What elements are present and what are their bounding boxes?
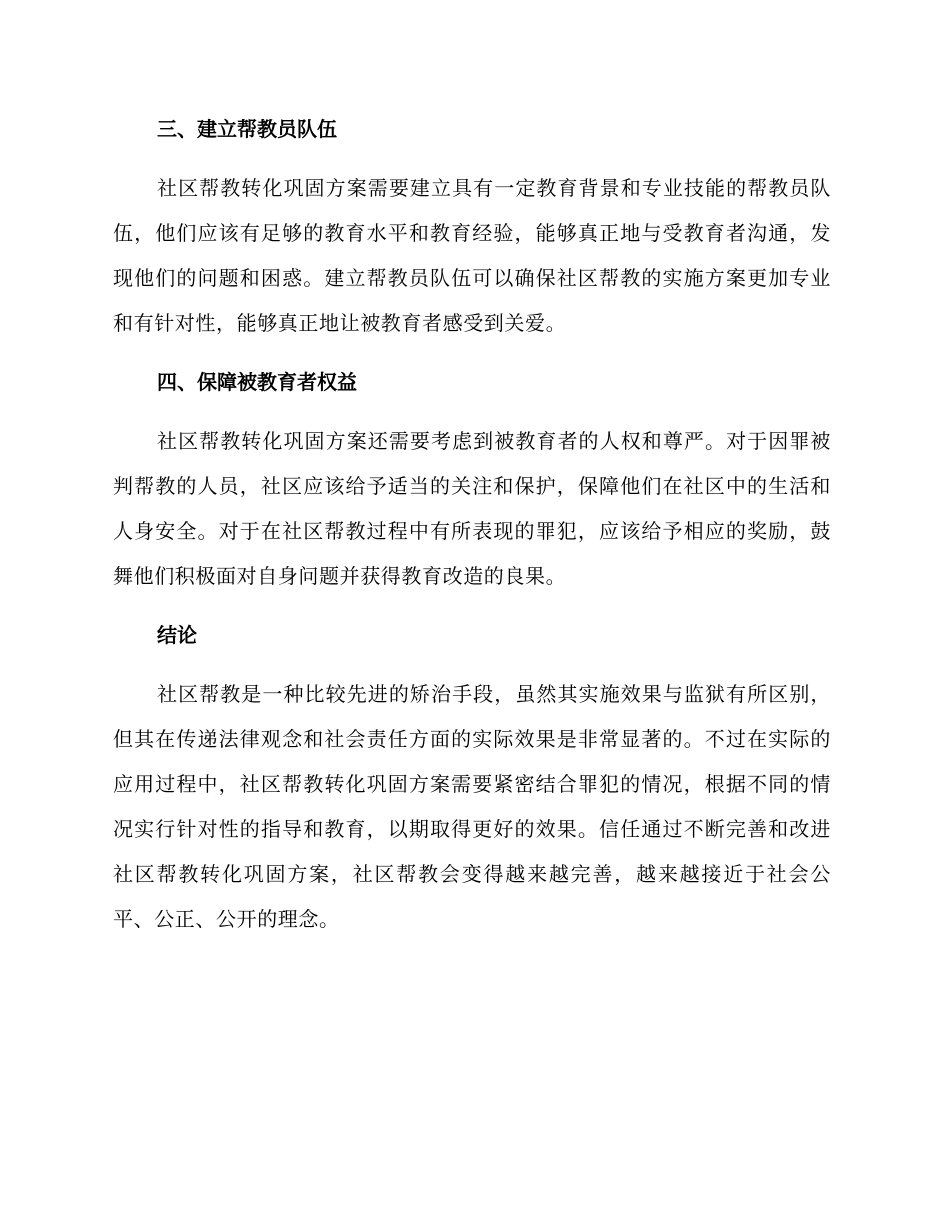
spacer — [113, 398, 831, 419]
spacer — [113, 599, 831, 619]
section-heading-rights: 四、保障被教育者权益 — [157, 370, 357, 394]
section-heading-conclusion: 结论 — [157, 623, 197, 647]
section-heading-team: 三、建立帮教员队伍 — [157, 117, 337, 141]
section-paragraph-conclusion: 社区帮教是一种比较先进的矫治手段，虽然其实施效果与监狱有所区别，但其在传递法律观念和社会责任方面的实际效果是非常显著的。不过在实际的应用过程中，社区帮教转化巩固方案需要紧密结合罪犯的情况，根据不同的情况实行针对性的指导和教育，以期取得更好的效果。信任通过不断完善和改进社区帮教转化巩固方案，社区帮教会变得越来越完善，越来越接近于社会公平、公正、公开的理念。 — [113, 682, 831, 931]
section-paragraph-rights: 社区帮教转化巩固方案还需要考虑到被教育者的人权和尊严。对于因罪被判帮教的人员，社区应该给予适当的关注和保护，保障他们在社区中的生活和人身安全。对于在社区帮教过程中有所表现的罪犯，应该给予相应的奖励，鼓舞他们积极面对自身问题并获得教育改造的良果。 — [113, 429, 831, 588]
document-body — [113, 113, 831, 942]
spacer — [113, 651, 831, 672]
section-paragraph-team: 社区帮教转化巩固方案需要建立具有一定教育背景和专业技能的帮教员队伍，他们应该有足够的教育水平和教育经验，能够真正地与受教育者沟通，发现他们的问题和困惑。建立帮教员队伍可以确保社区帮教的实施方案更加专业和有针对性，能够真正地让被教育者感受到关爱。 — [113, 176, 831, 335]
spacer — [113, 346, 831, 366]
spacer — [113, 145, 831, 166]
